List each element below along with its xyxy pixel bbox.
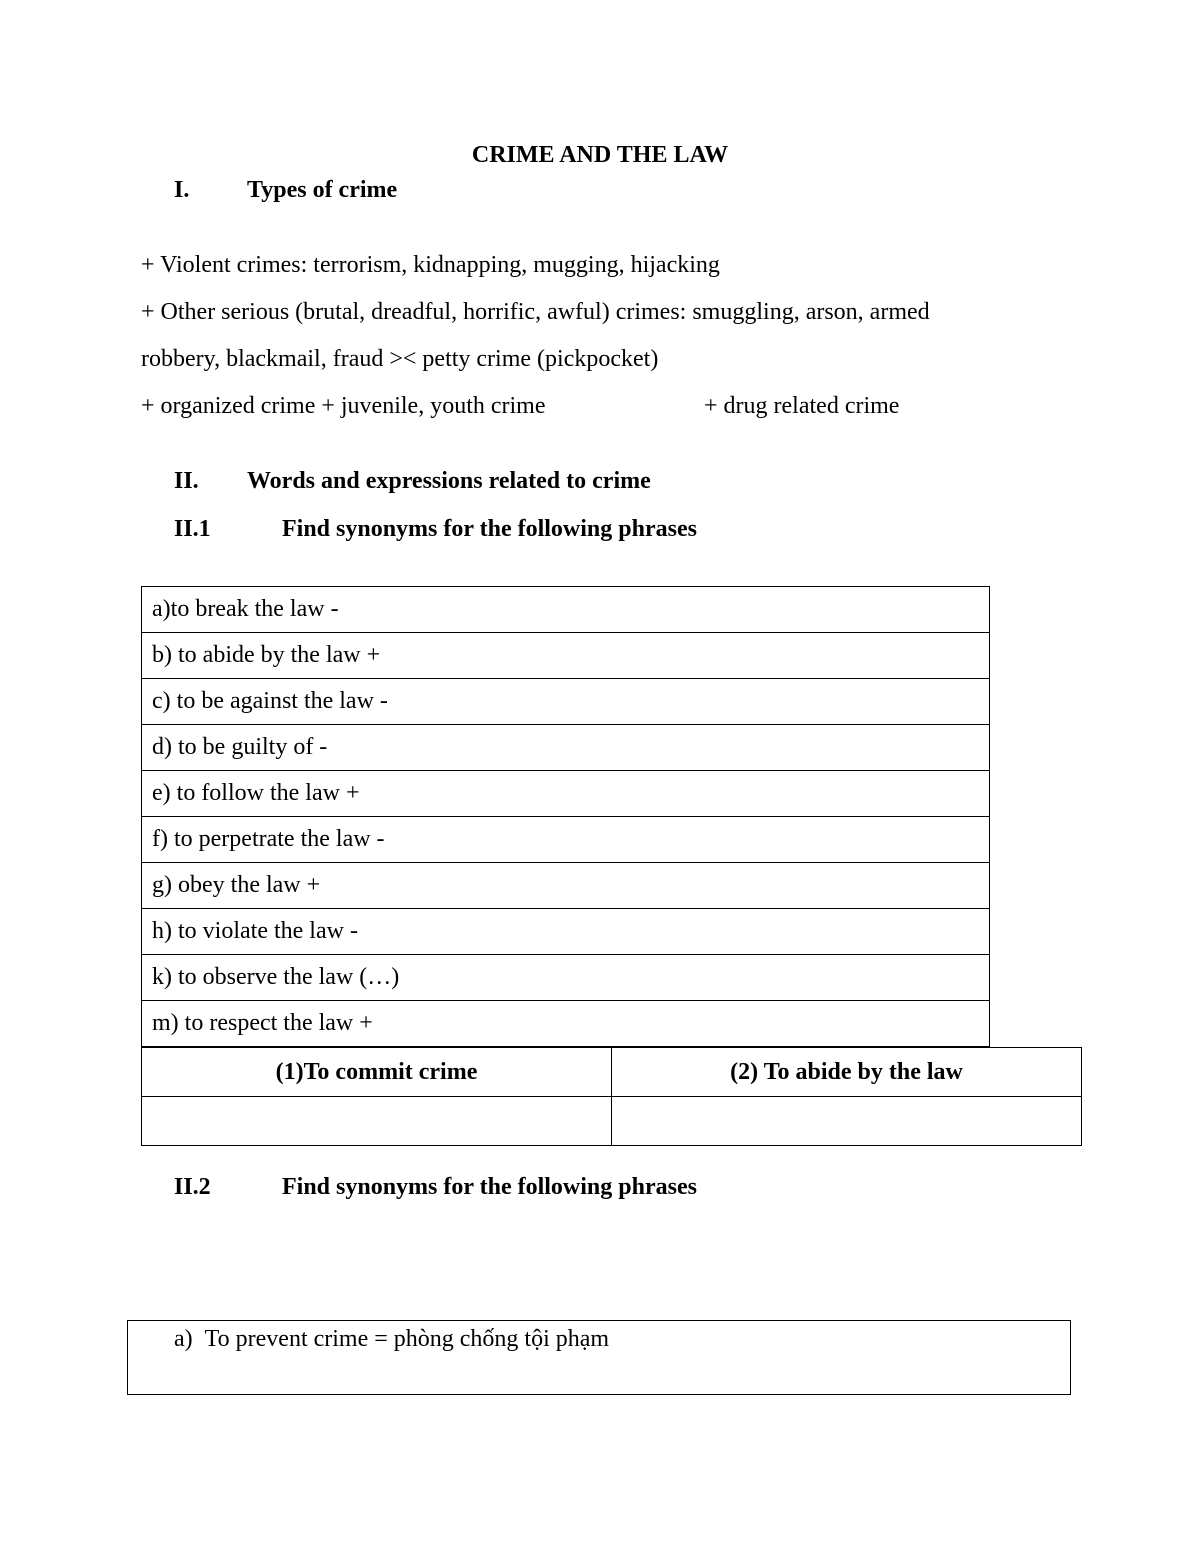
- phrase-cell: g) obey the law +: [142, 863, 990, 909]
- phrases-table: [141, 586, 990, 1047]
- phrase-cell: k) to observe the law (…): [142, 955, 990, 1001]
- entry-text: To prevent crime = phòng chống tội phạm: [204, 1326, 610, 1352]
- subsection-1-heading: Find synonyms for the following phrases: [282, 516, 697, 542]
- table-row: [142, 633, 990, 679]
- table-row: [142, 1001, 990, 1047]
- commit-crime-column-header: (1)To commit crime: [142, 1048, 612, 1097]
- phrase-cell: d) to be guilty of -: [142, 725, 990, 771]
- table-row: [142, 771, 990, 817]
- table-row: [142, 679, 990, 725]
- abide-law-column-header: (2) To abide by the law: [612, 1048, 1082, 1097]
- table-row: [142, 909, 990, 955]
- violent-crimes-line: + Violent crimes: terrorism, kidnapping, mugging, hijacking: [141, 252, 720, 278]
- section-1-number: I.: [174, 177, 190, 203]
- phrase-cell: f) to perpetrate the law -: [142, 817, 990, 863]
- subsection-2-number: II.2: [174, 1174, 211, 1200]
- classification-table: [141, 1047, 1082, 1146]
- table-row: [142, 863, 990, 909]
- serious-crimes-line-continued: robbery, blackmail, fraud >< petty crime (pickpocket): [141, 346, 659, 372]
- phrase-cell: e) to follow the law +: [142, 771, 990, 817]
- prevent-crime-box: [127, 1320, 1071, 1395]
- commit-crime-answer-cell[interactable]: [142, 1097, 612, 1146]
- table-row: [142, 725, 990, 771]
- page-title: CRIME AND THE LAW: [471, 142, 729, 168]
- section-2-number: II.: [174, 468, 199, 494]
- phrase-cell: m) to respect the law +: [142, 1001, 990, 1047]
- prevent-crime-entry: [174, 1326, 609, 1353]
- table-header-row: [142, 1048, 1082, 1097]
- serious-crimes-line: + Other serious (brutal, dreadful, horrific, awful) crimes: smuggling, arson, armed: [141, 299, 930, 325]
- table-row: [142, 817, 990, 863]
- section-2-heading: Words and expressions related to crime: [247, 468, 651, 494]
- subsection-2-heading: Find synonyms for the following phrases: [282, 1174, 697, 1200]
- entry-label: a): [174, 1326, 193, 1352]
- abide-law-answer-cell[interactable]: [612, 1097, 1082, 1146]
- table-row: [142, 587, 990, 633]
- phrase-cell: b) to abide by the law +: [142, 633, 990, 679]
- drug-crime-line: + drug related crime: [704, 393, 900, 419]
- organized-juvenile-crime-line: + organized crime + juvenile, youth crime: [141, 393, 546, 419]
- section-1-heading: Types of crime: [247, 177, 398, 203]
- phrase-cell: c) to be against the law -: [142, 679, 990, 725]
- phrase-cell: h) to violate the law -: [142, 909, 990, 955]
- table-row: [142, 955, 990, 1001]
- subsection-1-number: II.1: [174, 516, 211, 542]
- table-row: [142, 1097, 1082, 1146]
- phrase-cell: a)to break the law -: [142, 587, 990, 633]
